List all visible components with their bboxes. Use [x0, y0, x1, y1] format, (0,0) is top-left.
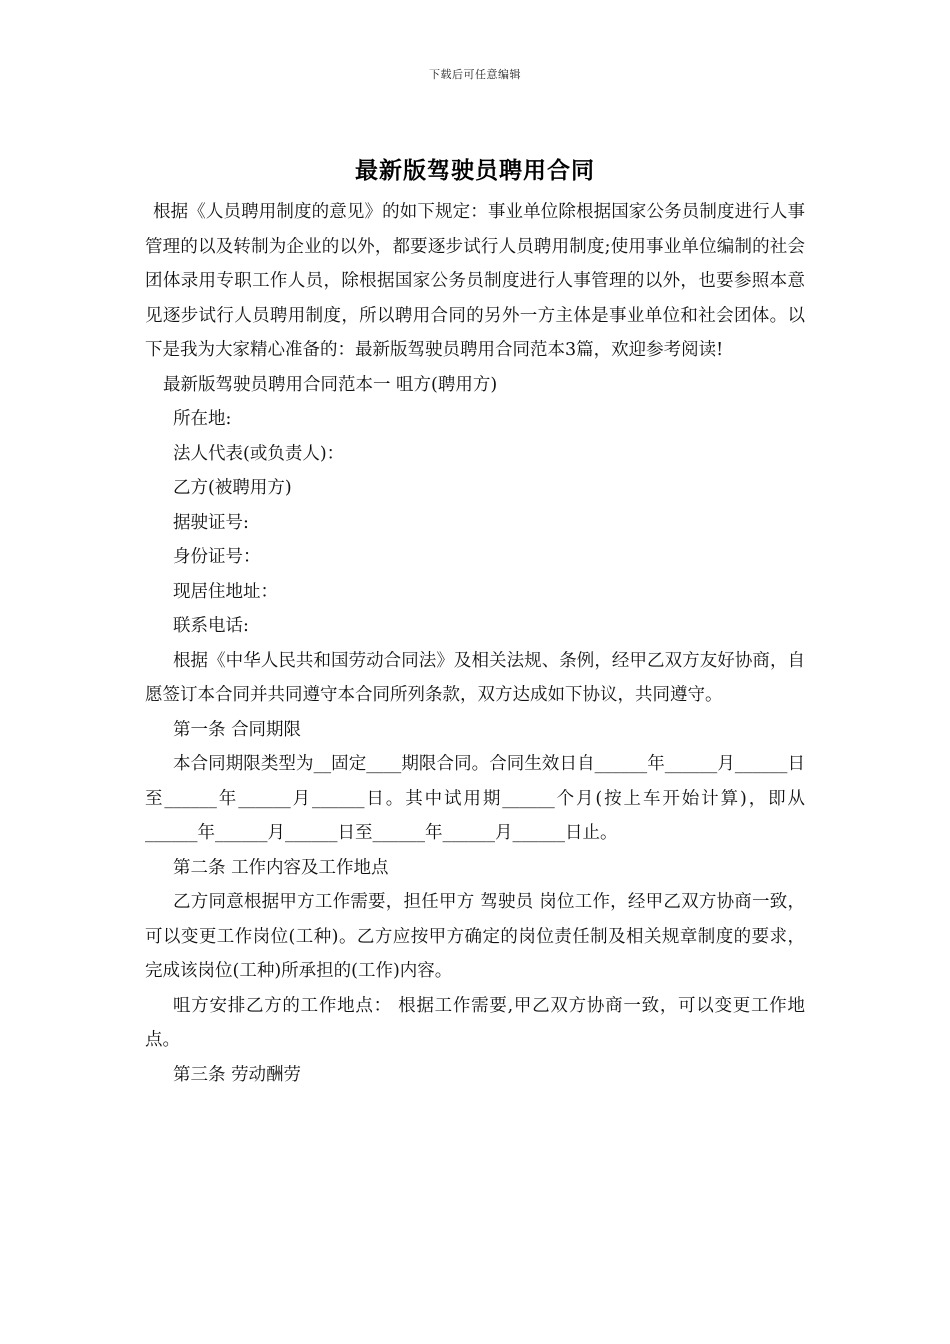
article1-heading: 第一条 合同期限 — [173, 719, 302, 740]
field-license: 据驶证号: — [173, 512, 249, 533]
document-body — [145, 195, 805, 1092]
field-residence: 现居住地址： — [173, 581, 278, 602]
article2-body2: 咀方安排乙方的工作地点： 根据工作需要,甲乙双方协商一致，可以变更工作地点。 — [145, 995, 805, 1050]
preamble-paragraph: 根据《中华人民共和国劳动合同法》及相关法规、条例，经甲乙双方友好协商，自愿签订本合同并共同遵守本合同所列条款，双方达成如下协议，共同遵守。 — [145, 650, 805, 705]
article1-body: 本合同期限类型为__固定____期限合同。合同生效日自______年______月______日至______年______月______日。其中试用期______个月(按上车开始计算)，即从______年______月______日至______年______月______日止。 — [145, 754, 805, 843]
article2-heading: 第二条 工作内容及工作地点 — [173, 857, 389, 878]
field-id-no: 身份证号： — [173, 547, 261, 567]
field-phone: 联系电话: — [173, 616, 249, 636]
article3-heading: 第三条 劳动酬劳 — [173, 1064, 302, 1085]
intro-paragraph: 根据《人员聘用制度的意见》的如下规定：事业单位除根据国家公务员制度进行人事管理的以及转制为企业的以外，都要逐步试行人员聘用制度;使用事业单位编制的社会团体录用专职工作人员，除根据国家公务员制度进行人事管理的以外，也要参照本意见逐步试行人员聘用制度，所以聘用合同的另外一方主体是事业单位和社会团体。以下是我为大家精心准备的：最新版驾驶员聘用合同范本3篇，欢迎参考阅读! — [145, 202, 805, 360]
field-address: 所在地: — [173, 409, 232, 429]
document-title: 最新版驾驶员聘用合同 — [355, 157, 595, 184]
header-note: 下载后可任意编辑 — [429, 68, 521, 81]
field-legal-rep: 法人代表(或负责人)： — [173, 443, 345, 464]
field-party-b: 乙方(被聘用方) — [173, 478, 292, 498]
sample-heading: 最新版驾驶员聘用合同范本一 咀方(聘用方) — [163, 374, 498, 395]
article2-body1: 乙方同意根据甲方工作需要，担任甲方 驾驶员 岗位工作，经甲乙双方协商一致，可以变更工作岗位(工种)。乙方应按甲方确定的岗位责任制及相关规章制度的要求，完成该岗位(工种)所承担的(工作)内容。 — [145, 892, 805, 981]
